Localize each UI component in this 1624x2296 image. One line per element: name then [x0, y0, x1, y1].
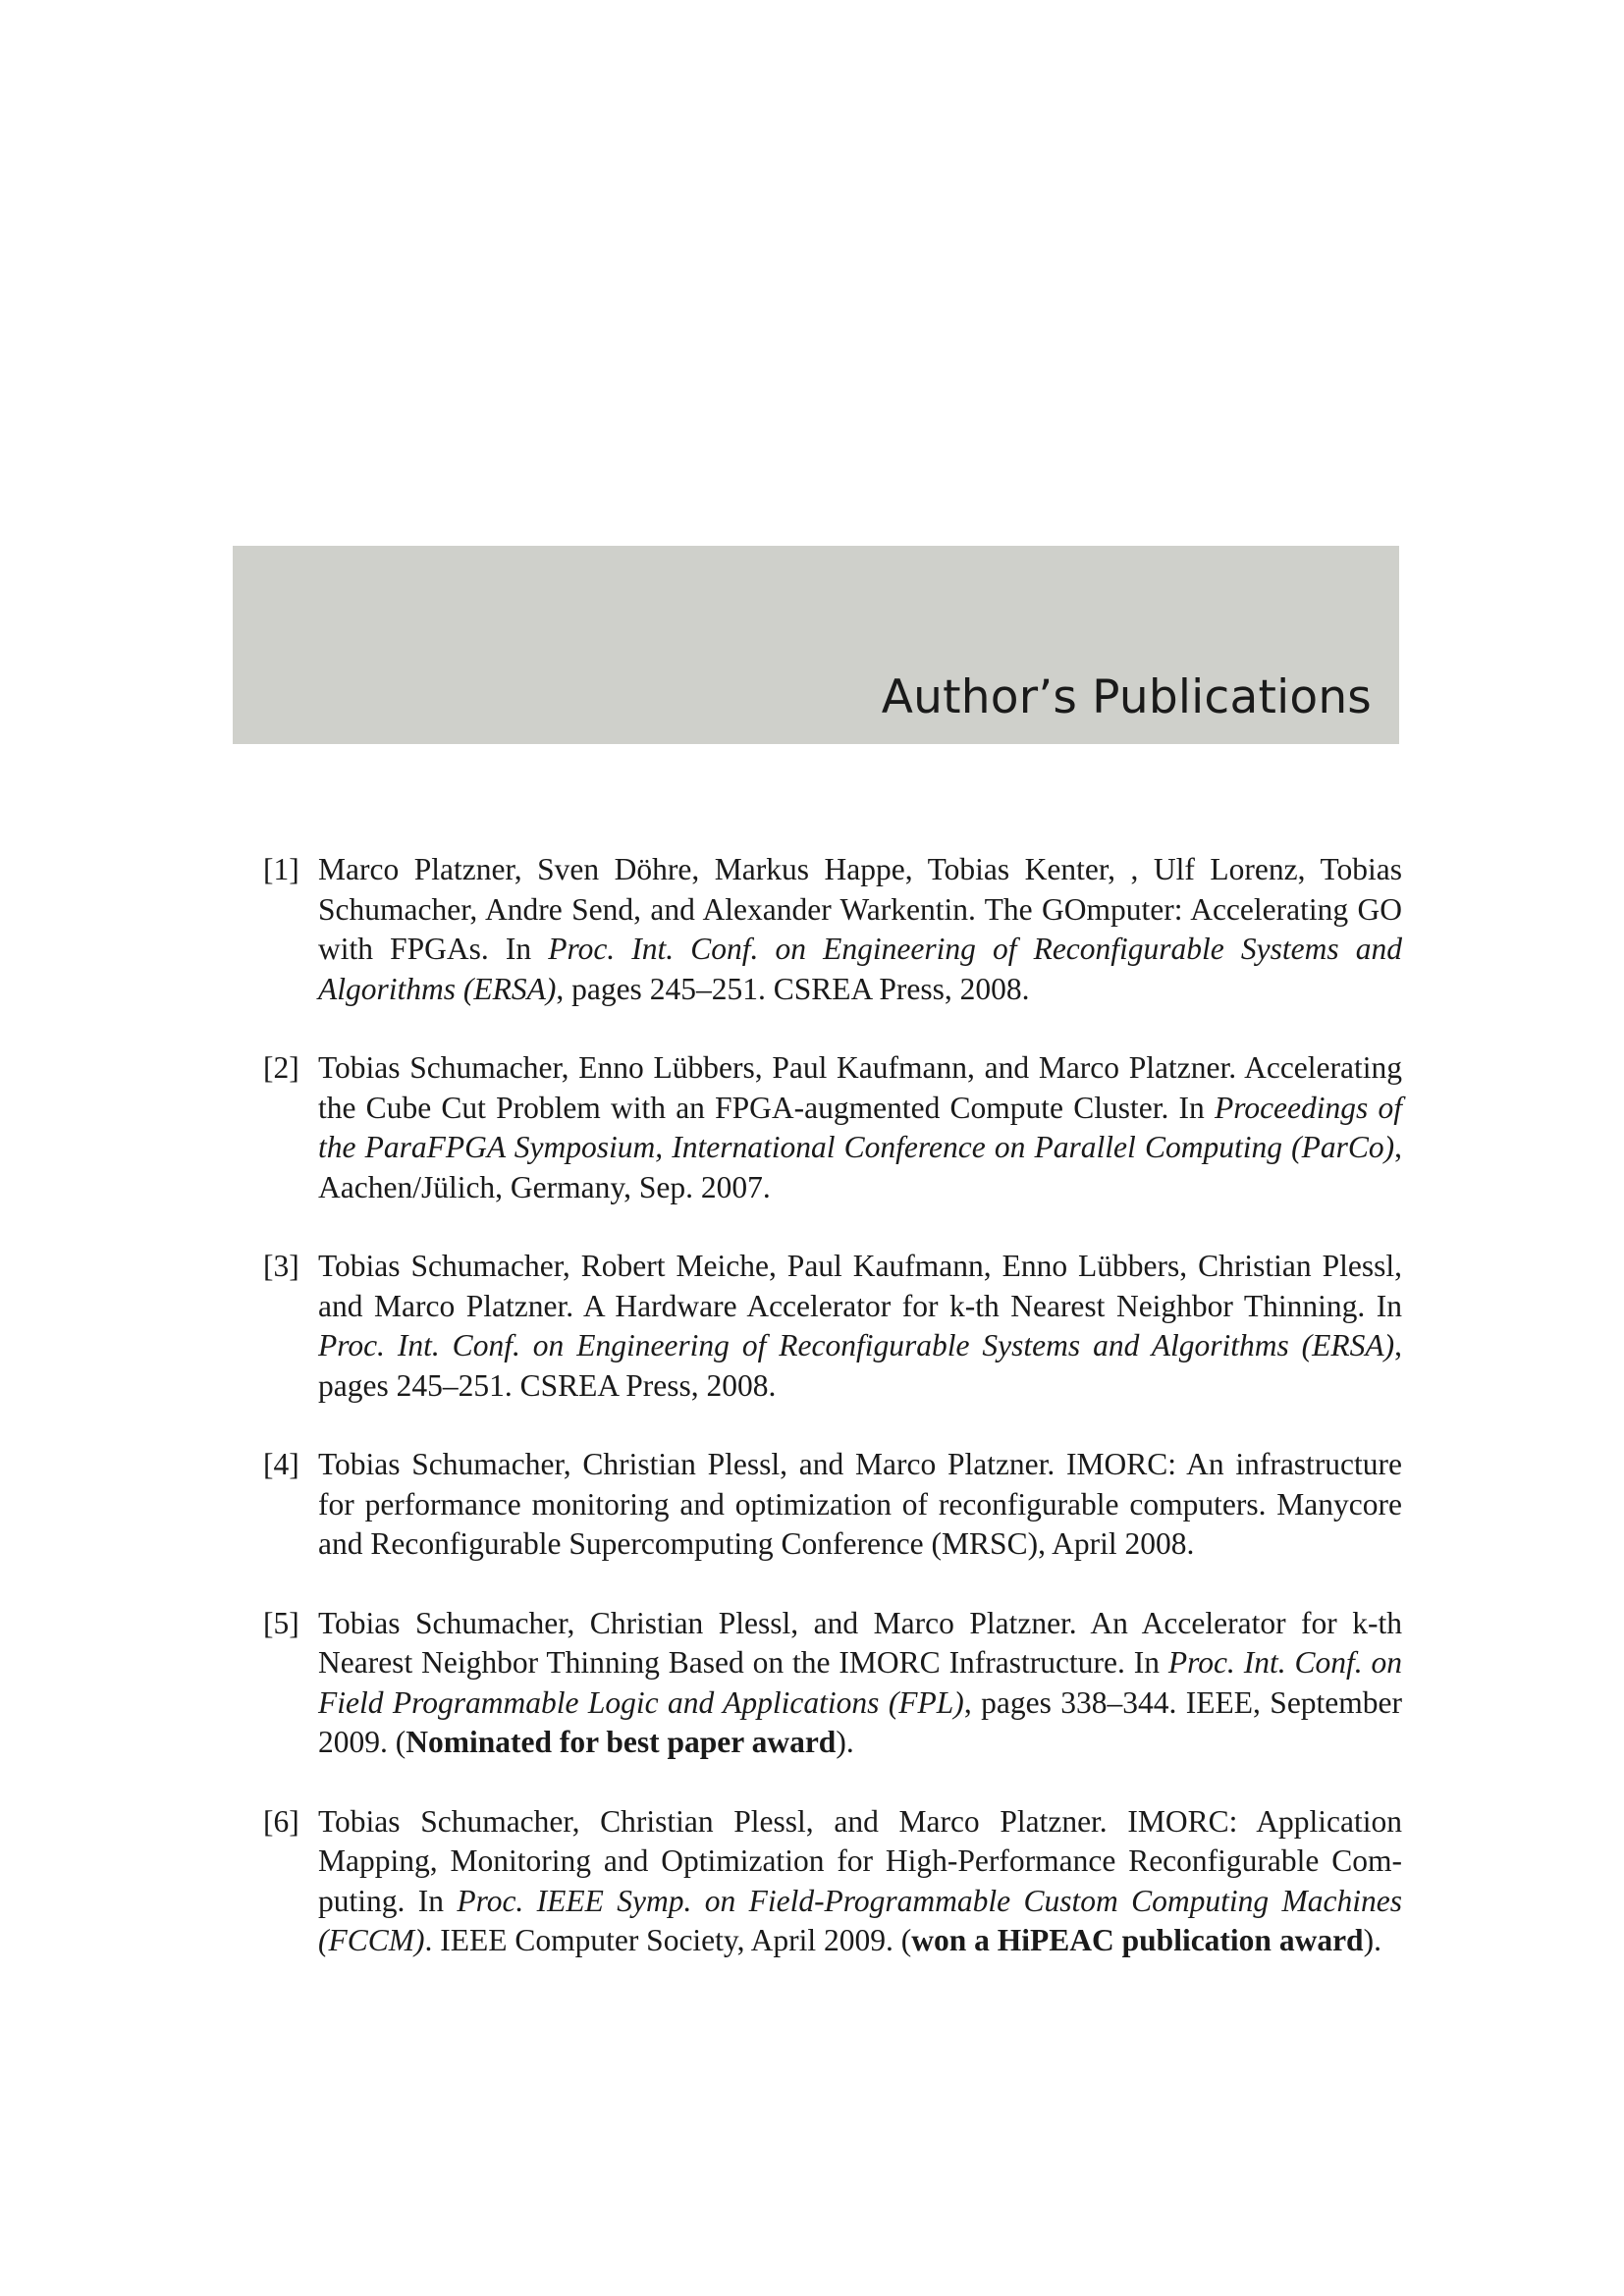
citation-text: ).: [1363, 1923, 1381, 1957]
citation-text: , Aachen/Jülich, Germany, Sep. 2007.: [318, 1130, 1402, 1204]
reference-label: [1]: [263, 852, 299, 886]
venue-text: Proc. Int. Conf. on Engineering of Reconfigurable Systems and Algorithms (ERSA): [318, 1328, 1395, 1362]
reference-label: [5]: [263, 1605, 299, 1640]
citation-text: Tobias Schumacher, Christian Plessl, and Marco Platzner. An Accelerator for k-th Nearest Neighbor Thinning Based on the IMORC Infrastructure. In: [318, 1605, 1402, 1680]
citation-text: . IEEE Computer Society, April 2009. (: [424, 1923, 912, 1957]
reference-text: [318, 1050, 1402, 1204]
citation-text: , pages 245–251. CSREA Press, 2008.: [556, 971, 1030, 1006]
reference-text: [318, 852, 1402, 1006]
chapter-title: Author’s Publications: [881, 670, 1372, 724]
reference-entry: [263, 1445, 1402, 1565]
reference-entry: [263, 1247, 1402, 1406]
venue-text: Proc. Int. Conf. on Field Programmable Logic and Applications (FPL): [318, 1645, 1402, 1720]
award-text: won a HiPEAC publication award: [911, 1923, 1364, 1957]
reference-text: [318, 1804, 1402, 1958]
reference-entry: [263, 1048, 1402, 1207]
reference-entry: [263, 850, 1402, 1009]
venue-text: Proc. IEEE Symp. on Field-Programmable Custom Computing Machines (FCCM): [318, 1883, 1402, 1957]
citation-text: ).: [836, 1725, 854, 1759]
reference-label: [3]: [263, 1249, 299, 1283]
reference-entry: [263, 1802, 1402, 1961]
citation-text: , pages 338–344. IEEE, September 2009. (: [318, 1684, 1403, 1759]
reference-entry: [263, 1604, 1402, 1763]
venue-text: Proc. Int. Conf. on Engineering of Reconfigurable Systems and Algorithms (ERSA): [318, 932, 1402, 1006]
reference-text: [318, 1447, 1402, 1561]
reference-label: [2]: [263, 1050, 299, 1085]
award-text: Nominated for best paper award: [406, 1725, 837, 1759]
citation-text: Tobias Schumacher, Robert Meiche, Paul Kaufmann, Enno Lübbers, Christian Plessl, and Marco Platzner. A Hardware Accelerator for k-th Nearest Neighbor Thinning. In: [318, 1249, 1402, 1323]
reference-text: [318, 1249, 1402, 1403]
reference-label: [4]: [263, 1447, 299, 1481]
bibliography-list: [263, 850, 1402, 2001]
reference-text: [318, 1606, 1402, 1760]
citation-text: , pages 245–251. CSREA Press, 2008.: [318, 1328, 1402, 1403]
citation-text: Tobias Schumacher, Christian Plessl, and Marco Platzner. IMORC: Application Mapping, Monitoring and Optimization for High-Performance Reconfigurable Computing. In: [318, 1803, 1402, 1918]
citation-text: Marco Platzner, Sven Döhre, Markus Happe, Tobias Kenter, , Ulf Lorenz, Tobias Schumacher, Andre Send, and Alexander Warkentin. The GOmputer: Accelerating GO with FPGAs. In: [318, 852, 1402, 966]
reference-label: [6]: [263, 1803, 299, 1839]
chapter-banner: [233, 546, 1399, 744]
citation-text: Tobias Schumacher, Enno Lübbers, Paul Kaufmann, and Marco Platzner. Accelerating the Cube Cut Problem with an FPGA-augmented Compute Cluster. In: [318, 1050, 1402, 1125]
citation-text: Tobias Schumacher, Christian Plessl, and Marco Platzner. IMORC: An infrastructure for performance monitoring and optimization of reconfigurable computers. Manycore and Reconfigurable Supercomputing Conference (MRSC), April 2008.: [318, 1447, 1402, 1561]
venue-text: Proceedings of the ParaFPGA Symposium, International Conference on Parallel Computing (ParCo): [318, 1090, 1402, 1164]
